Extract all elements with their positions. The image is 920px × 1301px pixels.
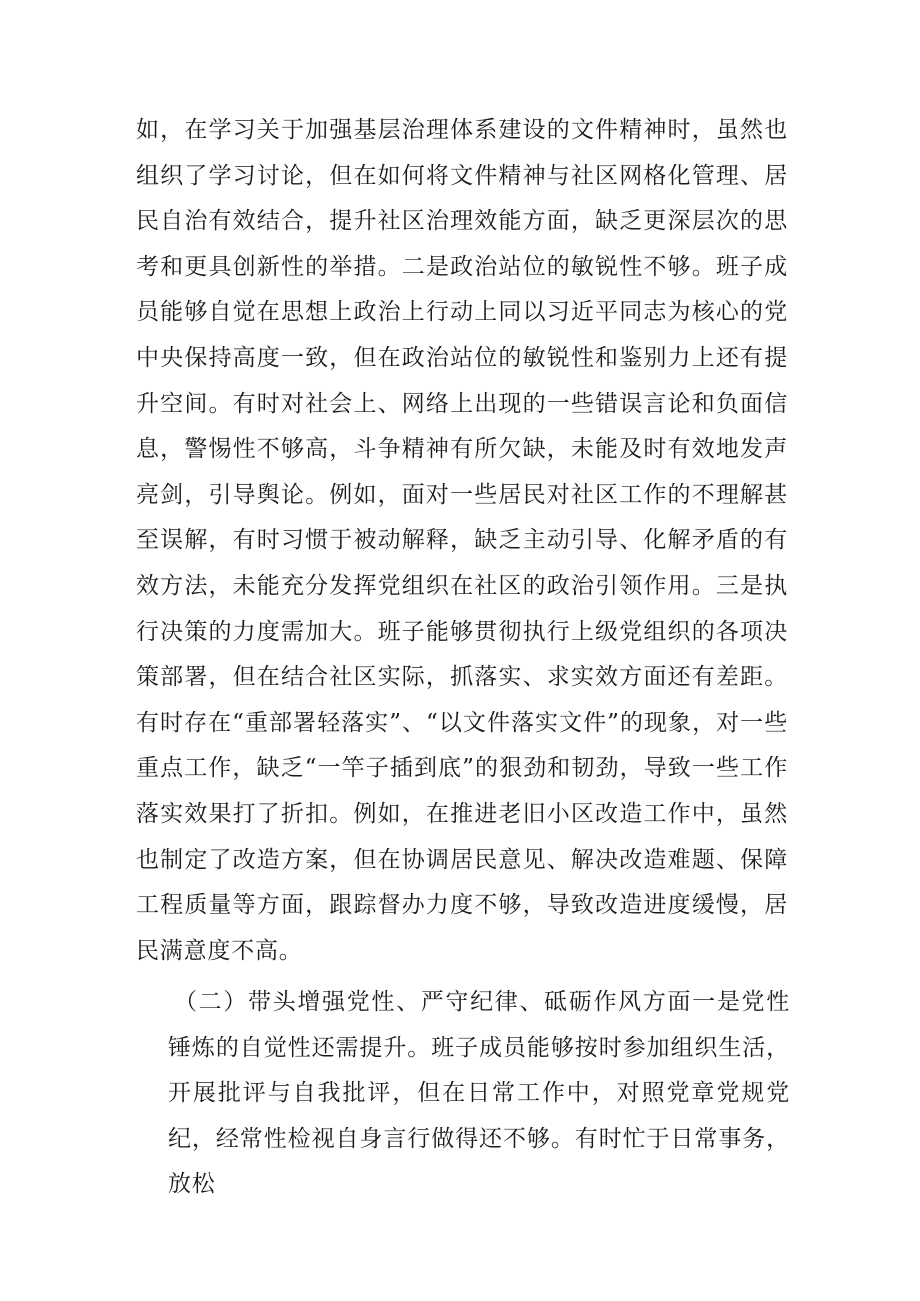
section-paragraph: （二）带头增强党性、严守纪律、砥砺作风方面一是党性锤炼的自觉性还需提升。班子成员能够按时参加组织生活，开展批评与自我批评，但在日常工作中，对照党章党规党纪，经常性检视自身言行做得还不够。有时忙于日常事务，放松: [168, 989, 790, 1198]
body-paragraph: 如，在学习关于加强基层治理体系建设的文件精神时，虽然也组织了学习讨论，但在如何将文件精神与社区网格化管理、居民自治有效结合，提升社区治理效能方面，缺乏更深层次的思考和更具创新性的举措。二是政治站位的敏锐性不够。班子成员能够自觉在思想上政治上行动上同以习近平同志为核心的党中央保持高度一致，但在政治站位的敏锐性和鉴别力上还有提升空间。有时对社会上、网络上出现的一些错误言论和负面信息，警惕性不够高，斗争精神有所欠缺，未能及时有效地发声亮剑，引导舆论。例如，面对一些居民对社区工作的不理解甚至误解，有时习惯于被动解释，缺乏主动引导、化解矛盾的有效方法，未能充分发挥党组织在社区的政治引领作用。三是执行决策的力度需加大。班子能够贯彻执行上级党组织的各项决策部署，但在结合社区实际，抓落实、求实效方面还有差距。有时存在“重部署轻落实”、“以文件落实文件”的现象，对一些重点工作，缺乏“一竿子插到底”的狠劲和韧劲，导致一些工作落实效果打了折扣。例如，在推进老旧小区改造工作中，虽然也制定了改造方案，但在协调居民意见、解决改造难题、保障工程质量等方面，跟踪督办力度不够，导致改造进度缓慢，居民满意度不高。: [136, 117, 788, 964]
